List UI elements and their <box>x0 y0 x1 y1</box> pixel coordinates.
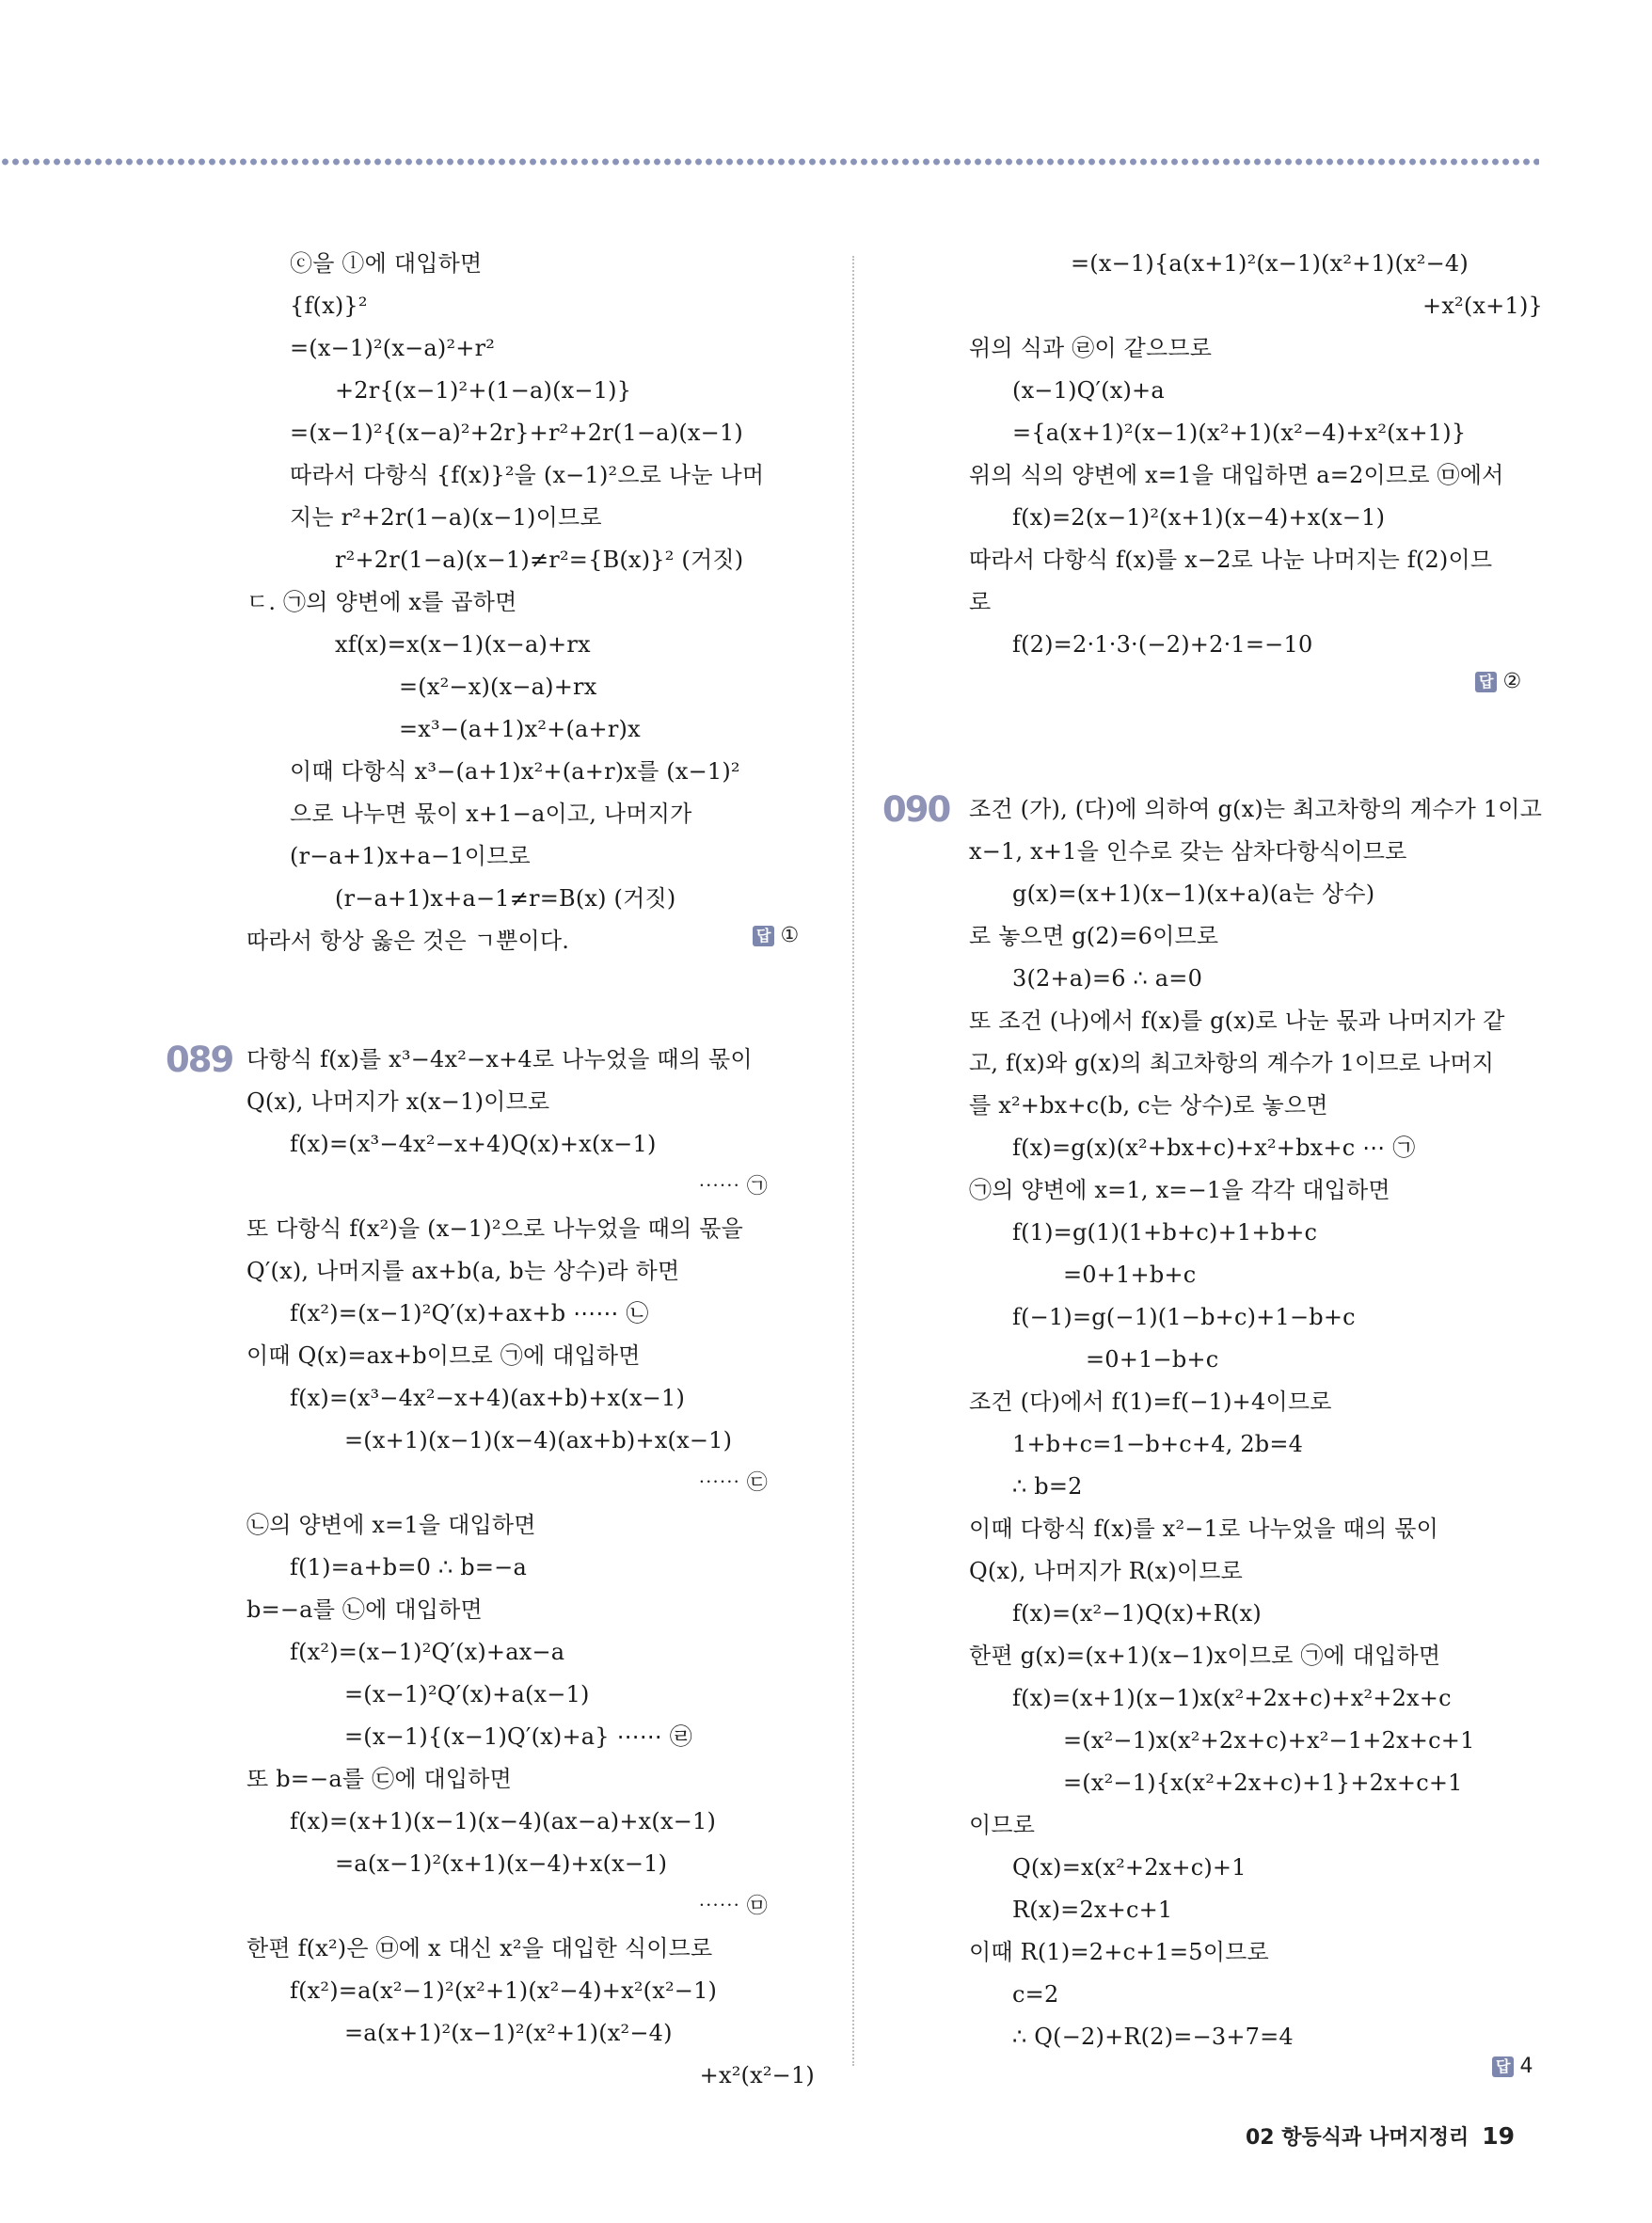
answer-label: 답 <box>1475 672 1497 692</box>
text-line: f(x)=(x³−4x²−x+4)(ax+b)+x(x−1) <box>290 1385 686 1411</box>
text-line: =(x−1)²{(x−a)²+2r}+r²+2r(1−a)(x−1) <box>290 420 743 446</box>
text-line: +x²(x²−1) <box>699 2062 815 2088</box>
text-line: 한편 f(x²)은 ㉤에 x 대신 x²을 대입한 식이므로 <box>246 1935 713 1961</box>
text-line: x−1, x+1을 인수로 갖는 삼차다항식이므로 <box>969 838 1407 865</box>
text-line: f(x)=(x³−4x²−x+4)Q(x)+x(x−1) <box>290 1131 657 1157</box>
text-line: b=−a를 ㉡에 대입하면 <box>246 1596 483 1623</box>
text-line: 1+b+c=1−b+c+4, 2b=4 <box>1012 1431 1304 1457</box>
text-line: 로 <box>969 589 992 615</box>
chapter-title: 02 항등식과 나머지정리 <box>1246 2126 1469 2150</box>
answer-value: 4 <box>1519 2055 1533 2078</box>
problem-089-solution <box>246 1039 815 2097</box>
right-column <box>969 243 1543 666</box>
answer-label: 답 <box>753 926 774 946</box>
text-line: (r−a+1)x+a−1≠r=B(x) (거짓) <box>335 885 676 912</box>
text-line: 고, f(x)와 g(x)의 최고차항의 계수가 1이므로 나머지 <box>969 1050 1495 1076</box>
text-line: f(2)=2·1·3·(−2)+2·1=−10 <box>1012 631 1313 658</box>
text-line: 이므로 <box>969 1812 1036 1838</box>
text-line: =(x−1)²Q′(x)+a(x−1) <box>344 1681 590 1707</box>
text-line: ㄷ. ㉠의 양변에 x를 곱하면 <box>246 589 517 615</box>
answer-value: ② <box>1502 670 1522 693</box>
equation-tag: ⋯⋯ ㉤ <box>698 1895 768 1918</box>
text-line: g(x)=(x+1)(x−1)(x+a)(a는 상수) <box>1012 881 1375 907</box>
text-line: 를 x²+bx+c(b, c는 상수)로 놓으면 <box>969 1092 1328 1119</box>
answer-tag <box>1475 670 1521 693</box>
text-line: r²+2r(1−a)(x−1)≠r²={B(x)}² (거짓) <box>335 547 744 573</box>
text-line: ={a(x+1)²(x−1)(x²+1)(x²−4)+x²(x+1)} <box>1012 420 1467 446</box>
answer-label: 답 <box>1492 2056 1514 2077</box>
text-line: 이때 R(1)=2+c+1=5이므로 <box>969 1939 1269 1965</box>
text-line: f(x)=(x+1)(x−1)(x−4)(ax−a)+x(x−1) <box>290 1808 717 1834</box>
dotted-header-rule <box>0 156 1539 167</box>
text-line: f(x)=2(x−1)²(x+1)(x−4)+x(x−1) <box>1012 504 1386 531</box>
text-line: =(x²−1){x(x²+2x+c)+1}+2x+c+1 <box>1063 1770 1463 1796</box>
text-line: f(1)=g(1)(1+b+c)+1+b+c <box>1012 1219 1318 1246</box>
text-line: 조건 (가), (다)에 의하여 g(x)는 최고차항의 계수가 1이고 <box>969 796 1543 822</box>
text-line: R(x)=2x+c+1 <box>1012 1897 1173 1923</box>
equation-tag: ⋯⋯ ㉢ <box>698 1471 768 1495</box>
text-line: {f(x)}² <box>290 293 368 319</box>
text-line: 로 놓으면 g(2)=6이므로 <box>969 923 1219 949</box>
page-footer <box>1246 2121 1515 2151</box>
text-line: 지는 r²+2r(1−a)(x−1)이므로 <box>290 504 602 531</box>
text-line: 따라서 다항식 {f(x)}²을 (x−1)²으로 나눈 나머 <box>290 462 765 488</box>
text-line: ⓒ을 ⓛ에 대입하면 <box>290 250 483 277</box>
text-line: =0+1−b+c <box>1086 1346 1219 1373</box>
text-line: Q(x)=x(x²+2x+c)+1 <box>1012 1854 1247 1881</box>
text-line: ㉠의 양변에 x=1, x=−1을 각각 대입하면 <box>969 1177 1390 1203</box>
problem-number-090: 090 <box>882 789 950 830</box>
problem-090-solution <box>969 788 1543 2058</box>
text-line: f(x)=g(x)(x²+bx+c)+x²+bx+c ⋯ ㉠ <box>1012 1135 1416 1161</box>
left-column <box>246 243 815 962</box>
text-line: 이때 다항식 x³−(a+1)x²+(a+r)x를 (x−1)² <box>290 758 740 785</box>
answer-tag <box>1492 2055 1533 2078</box>
equation-tag: ⋯⋯ ㉠ <box>698 1175 768 1199</box>
text-line: 조건 (다)에서 f(1)=f(−1)+4이므로 <box>969 1389 1332 1415</box>
text-line: 한편 g(x)=(x+1)(x−1)x이므로 ㉠에 대입하면 <box>969 1643 1441 1669</box>
text-line: Q′(x), 나머지를 ax+b(a, b는 상수)라 하면 <box>246 1258 680 1284</box>
text-line: =(x²−x)(x−a)+rx <box>399 674 597 700</box>
text-line: c=2 <box>1012 1981 1059 2008</box>
text-line: =a(x−1)²(x+1)(x−4)+x(x−1) <box>335 1850 668 1877</box>
text-line: =(x−1){a(x+1)²(x−1)(x²+1)(x²−4) <box>1071 250 1469 277</box>
text-line: 또 b=−a를 ㉢에 대입하면 <box>246 1766 513 1792</box>
text-line: ∴ b=2 <box>1012 1473 1083 1500</box>
text-line: 3(2+a)=6 ∴ a=0 <box>1012 965 1203 992</box>
answer-tag <box>753 924 799 947</box>
text-line: 또 조건 (나)에서 f(x)를 g(x)로 나눈 몫과 나머지가 같 <box>969 1008 1505 1034</box>
text-line: 또 다항식 f(x²)을 (x−1)²으로 나누었을 때의 몫을 <box>246 1215 743 1242</box>
text-line: 이때 다항식 f(x)를 x²−1로 나누었을 때의 몫이 <box>969 1516 1439 1542</box>
text-line: f(−1)=g(−1)(1−b+c)+1−b+c <box>1012 1304 1356 1330</box>
text-line: f(1)=a+b=0 ∴ b=−a <box>290 1554 527 1580</box>
text-line: f(x²)=a(x²−1)²(x²+1)(x²−4)+x²(x²−1) <box>290 1977 718 2004</box>
text-line: =(x²−1)x(x²+2x+c)+x²−1+2x+c+1 <box>1063 1727 1475 1754</box>
text-line: f(x²)=(x−1)²Q′(x)+ax−a <box>290 1639 565 1665</box>
text-line: 이때 Q(x)=ax+b이므로 ㉠에 대입하면 <box>246 1342 641 1369</box>
text-line: +2r{(x−1)²+(1−a)(x−1)} <box>335 377 632 404</box>
text-line: 으로 나누면 몫이 x+1−a이고, 나머지가 <box>290 801 692 827</box>
text-line: =(x−1){(x−1)Q′(x)+a} ⋯⋯ ㉣ <box>344 1723 692 1750</box>
text-line: =(x−1)²(x−a)²+r² <box>290 335 496 361</box>
column-divider <box>852 256 854 2066</box>
text-line: f(x)=(x+1)(x−1)x(x²+2x+c)+x²+2x+c <box>1012 1685 1452 1711</box>
answer-value: ① <box>780 924 800 947</box>
text-line: =x³−(a+1)x²+(a+r)x <box>399 716 641 742</box>
text-line: (r−a+1)x+a−1이므로 <box>290 843 531 869</box>
text-line: Q(x), 나머지가 x(x−1)이므로 <box>246 1088 550 1115</box>
text-line: +x²(x+1)} <box>1422 293 1543 319</box>
text-line: ∴ Q(−2)+R(2)=−3+7=4 <box>1012 2024 1294 2050</box>
text-line: =(x+1)(x−1)(x−4)(ax+b)+x(x−1) <box>344 1427 733 1453</box>
text-line: f(x²)=(x−1)²Q′(x)+ax+b ⋯⋯ ㉡ <box>290 1300 649 1326</box>
text-line: 다항식 f(x)를 x³−4x²−x+4로 나누었을 때의 몫이 <box>246 1046 753 1072</box>
text-line: =0+1+b+c <box>1063 1262 1197 1288</box>
text-line: 위의 식과 ㉣이 같으므로 <box>969 335 1213 361</box>
problem-number-089: 089 <box>166 1040 233 1080</box>
text-line: 위의 식의 양변에 x=1을 대입하면 a=2이므로 ㉤에서 <box>969 462 1504 488</box>
text-line: 따라서 다항식 f(x)를 x−2로 나눈 나머지는 f(2)이므 <box>969 547 1493 573</box>
page-number: 19 <box>1482 2122 1515 2150</box>
text-line: xf(x)=x(x−1)(x−a)+rx <box>335 631 591 658</box>
text-line: ㉡의 양변에 x=1을 대입하면 <box>246 1512 536 1538</box>
text-line: f(x)=(x²−1)Q(x)+R(x) <box>1012 1600 1262 1627</box>
text-line: =a(x+1)²(x−1)²(x²+1)(x²−4) <box>344 2020 673 2046</box>
text-line: (x−1)Q′(x)+a <box>1012 377 1165 404</box>
text-line: Q(x), 나머지가 R(x)이므로 <box>969 1558 1244 1584</box>
text-line: 따라서 항상 옳은 것은 ㄱ뿐이다. <box>246 928 570 954</box>
